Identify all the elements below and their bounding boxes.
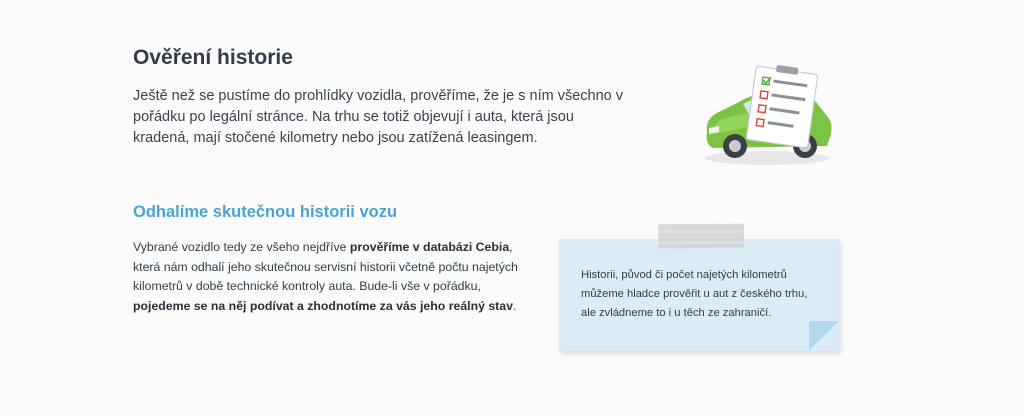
note-fold	[809, 321, 839, 351]
section-intro: Ještě než se pustíme do prohlídky vozidla, prověříme, že je s ním všechno v pořádku po legální stránce. Na trhu se totiž objevují i auta, která jsou kradená, mají stočené kilometry nebo jsou zatížená leasingem.	[133, 88, 624, 146]
note-tape	[658, 224, 744, 249]
history-text-1: Vybrané vozidlo tedy ze všeho nejdříve	[133, 240, 350, 254]
history-description	[133, 238, 538, 316]
section-title: Ověření historie	[133, 46, 293, 69]
history-subtitle: Odhalíme skutečnou historii vozu	[133, 203, 398, 221]
history-text-2: , která nám odhalí jeho skutečnou servisní historii včetně počtu najetých kilometrů v době technické kontroly auta. Bude-li vše v pořádku,	[133, 240, 518, 293]
history-bold-2: pojedeme se na něj podívat a zhodnotíme za vás jeho reálný stav	[133, 298, 513, 313]
history-text-3: .	[512, 298, 517, 313]
history-bold-1: prověříme v databázi Cebia	[349, 240, 510, 254]
car-checklist-icon	[695, 62, 845, 172]
note-text: Historii, původ či počet najetých kilometrů můžeme hladce prověřit u aut z českého trhu, ale zvládneme to i u těch ze zahraničí.	[581, 269, 808, 319]
info-note	[559, 239, 839, 351]
